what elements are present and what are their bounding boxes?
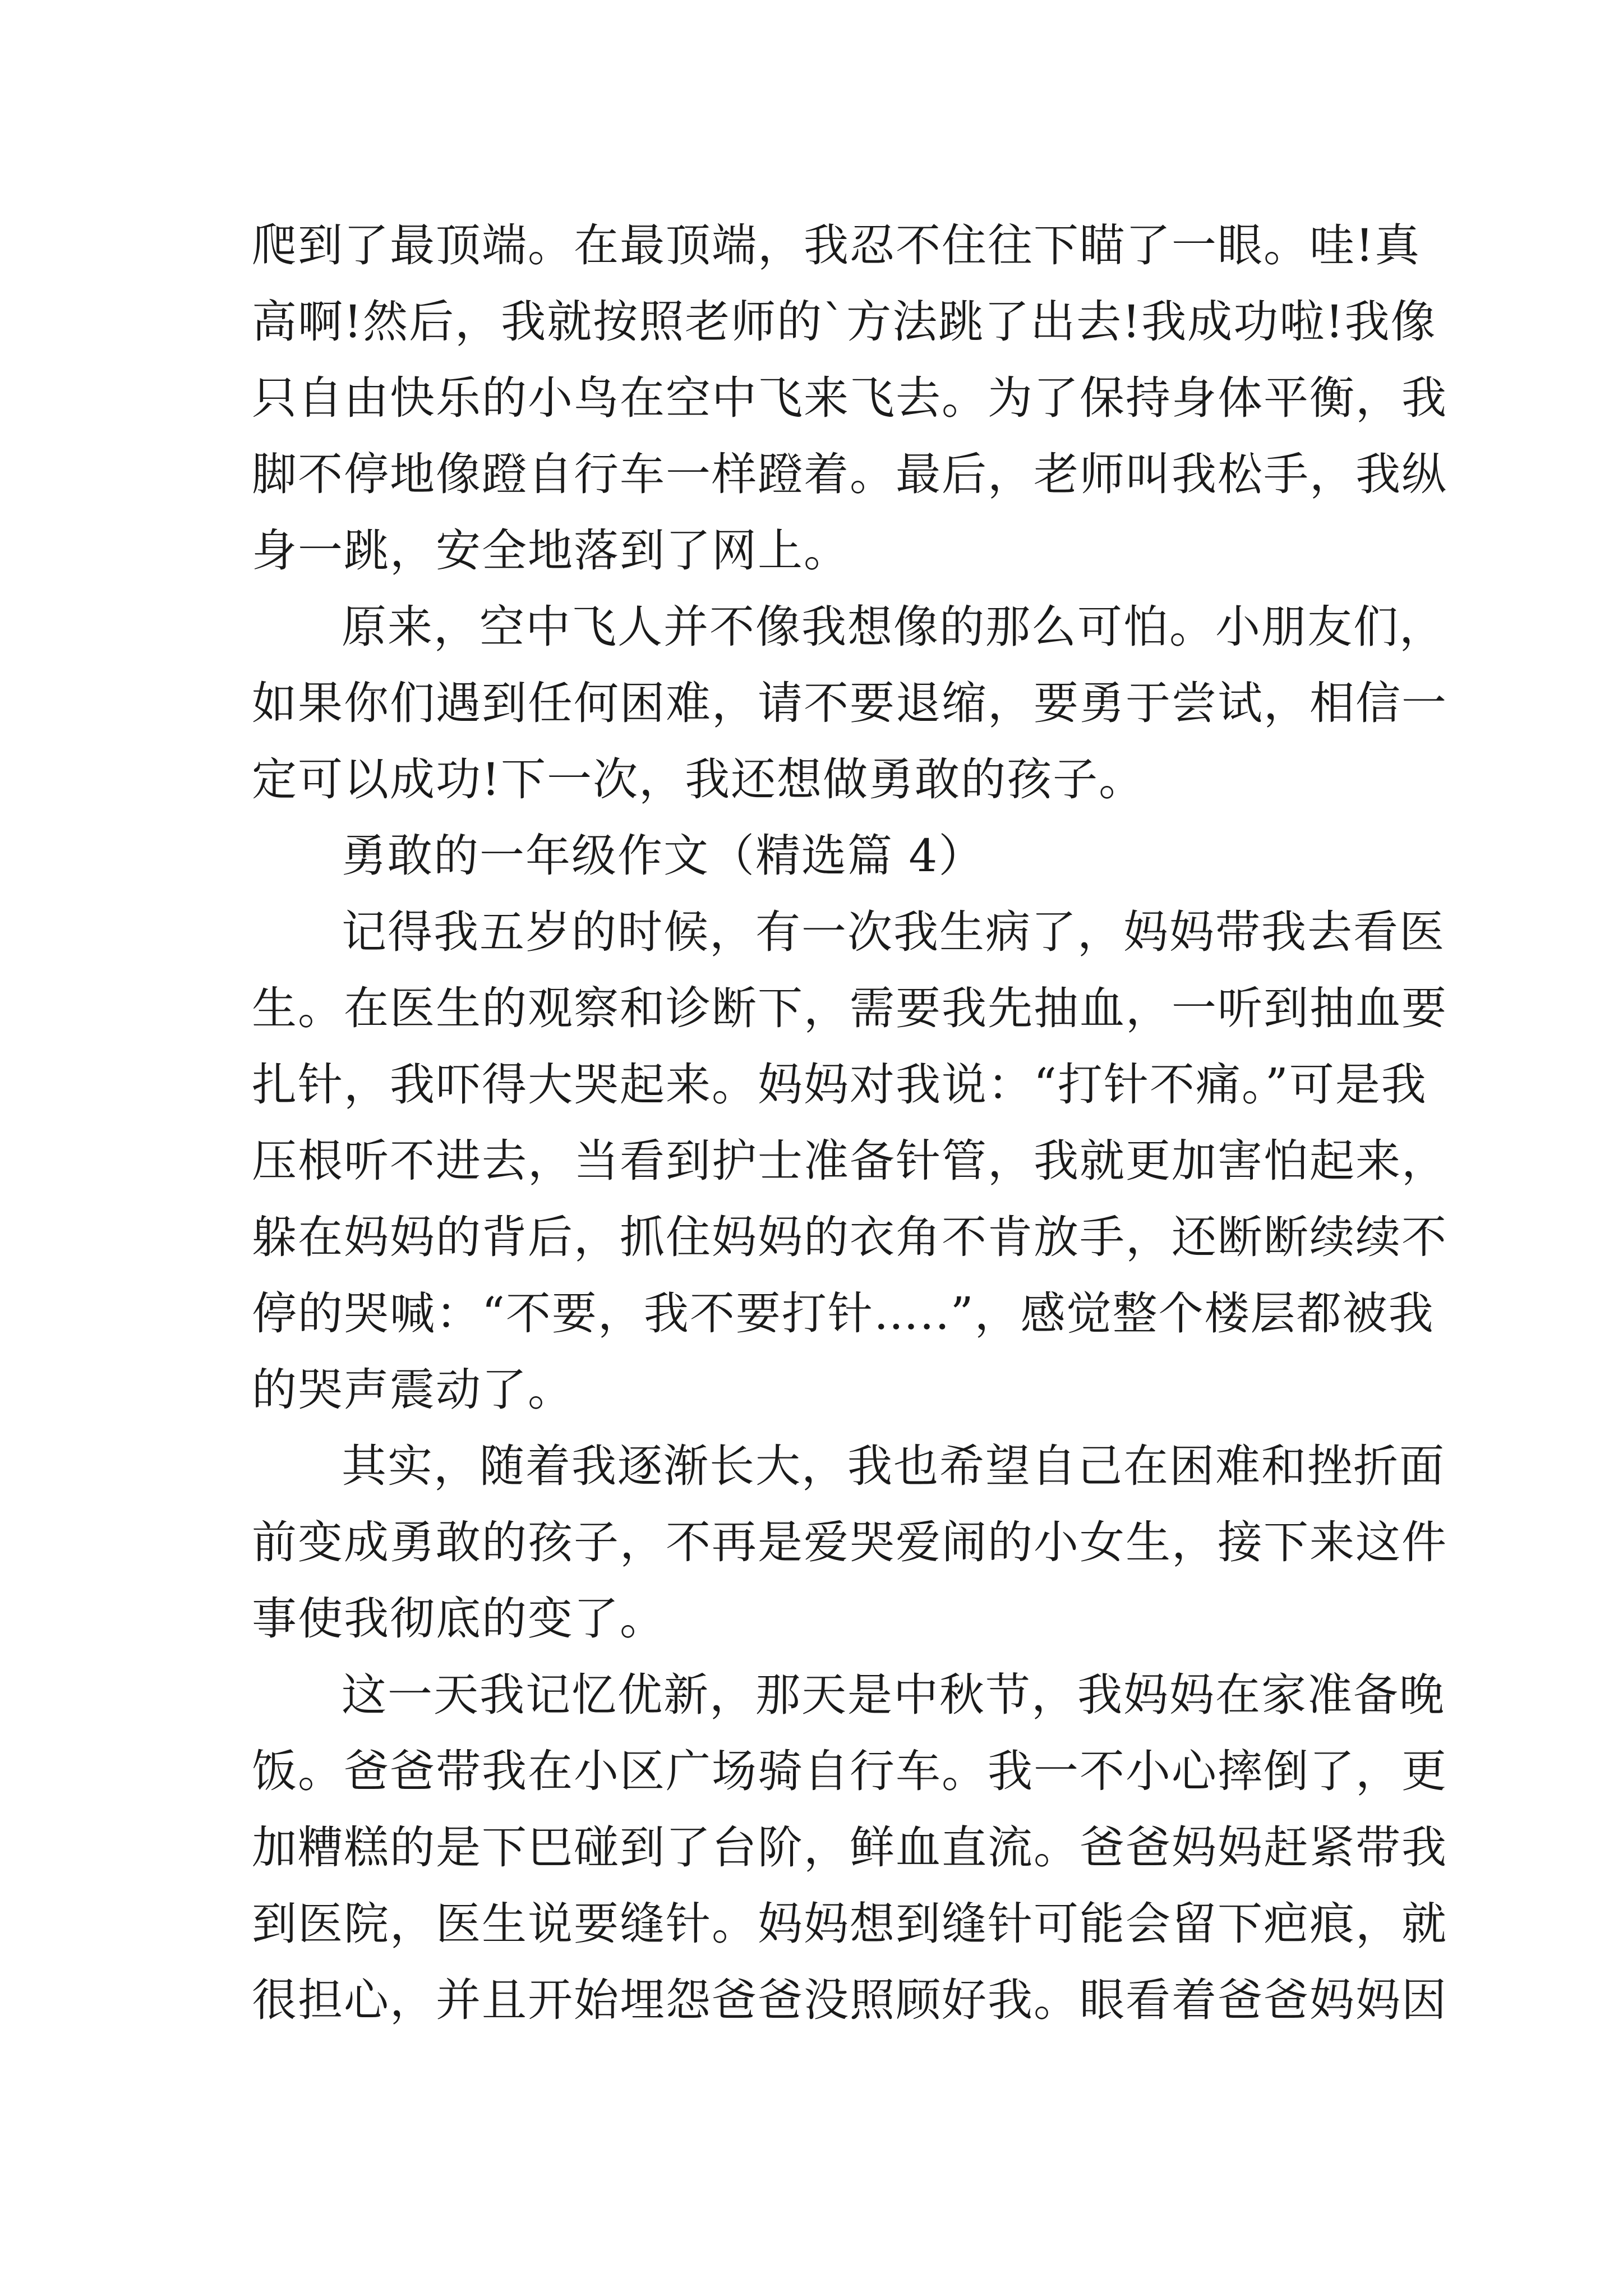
text-line: 很担心，并且开始埋怨爸爸没照顾好我。眼看着爸爸妈妈因 xyxy=(252,1974,1447,2026)
text-line: 其实，随着我逐渐长大，我也希望自己在困难和挫折面 xyxy=(342,1440,1445,1492)
text-line: 的哭声震动了。 xyxy=(252,1364,574,1416)
text-line: 勇敢的一年级作文（精选篇 4） xyxy=(342,830,985,882)
text-line: 原来，空中飞人并不像我想像的那么可怕。小朋友们， xyxy=(342,601,1445,653)
text-line: 记得我五岁的时候，有一次我生病了，妈妈带我去看医 xyxy=(342,906,1445,958)
text-line: 这一天我记忆优新，那天是中秋节，我妈妈在家准备晚 xyxy=(342,1669,1445,1721)
text-line: 前变成勇敢的孩子，不再是爱哭爱闹的小女生，接下来这件 xyxy=(252,1516,1447,1568)
text-line: 到医院，医生说要缝针。妈妈想到缝针可能会留下疤痕，就 xyxy=(252,1898,1447,1950)
text-line: 爬到了最顶端。在最顶端，我忍不住往下瞄了一眼。哇!真 xyxy=(252,219,1421,272)
text-line: 脚不停地像蹬自行车一样蹬着。最后，老师叫我松手，我纵 xyxy=(252,448,1447,500)
text-line: 压根听不进去，当看到护士准备针管，我就更加害怕起来， xyxy=(252,1135,1447,1187)
text-line: 只自由快乐的小鸟在空中飞来飞去。为了保持身体平衡，我 xyxy=(252,372,1447,424)
text-line: 加糟糕的是下巴碰到了台阶，鲜血直流。爸爸妈妈赶紧带我 xyxy=(252,1821,1447,1874)
text-line: 饭。爸爸带我在小区广场骑自行车。我一不小心摔倒了，更 xyxy=(252,1745,1447,1797)
text-line: 如果你们遇到任何困难，请不要退缩，要勇于尝试，相信一 xyxy=(252,677,1447,729)
text-line: 停的哭喊：“不要，我不要打针…..”，感觉整个楼层都被我 xyxy=(252,1287,1435,1340)
text-line: 扎针，我吓得大哭起来。妈妈对我说：“打针不痛。”可是我 xyxy=(252,1059,1427,1111)
text-line: 生。在医生的观察和诊断下，需要我先抽血，一听到抽血要 xyxy=(252,982,1447,1034)
text-line: 身一跳，安全地落到了网上。 xyxy=(252,524,850,577)
text-line: 事使我彻底的变了。 xyxy=(252,1593,666,1645)
text-line: 躲在妈妈的背后，抓住妈妈的衣角不肯放手，还断断续续不 xyxy=(252,1211,1447,1263)
document-text-body xyxy=(252,208,1447,2039)
text-line: 定可以成功!下一次，我还想做勇敢的孩子。 xyxy=(252,753,1145,806)
text-line: 高啊!然后，我就按照老师的`方法跳了出去!我成功啦!我像 xyxy=(252,296,1437,348)
